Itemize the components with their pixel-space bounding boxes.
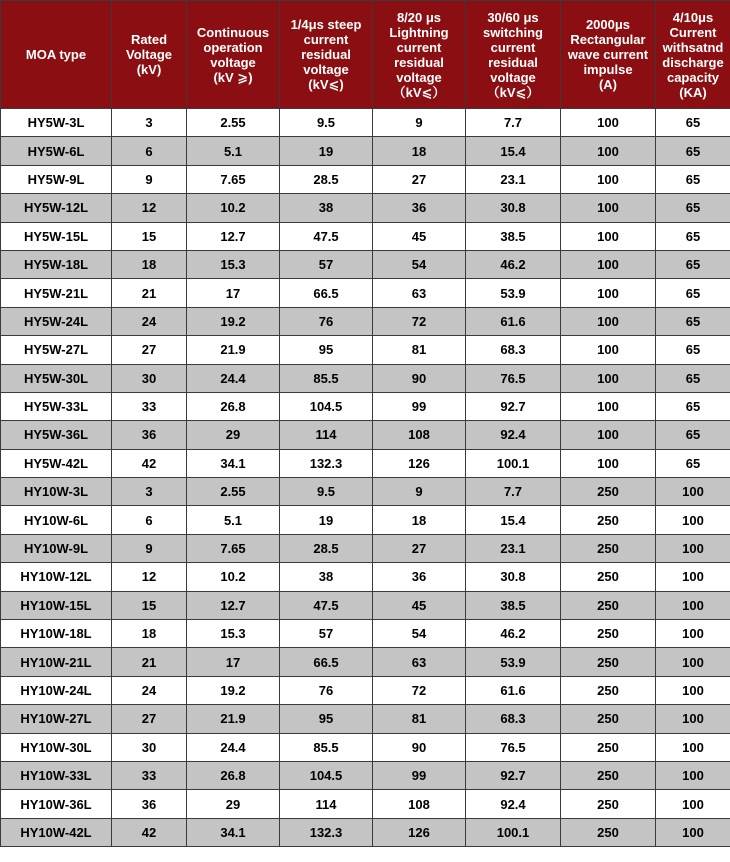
table-row — [1, 336, 730, 364]
cell-lightning-residual: 90 — [373, 733, 466, 761]
cell-continuous-voltage: 5.1 — [187, 506, 280, 534]
cell-withstand-capacity: 65 — [656, 336, 730, 364]
cell-rectangular-impulse: 250 — [561, 761, 656, 789]
cell-switching-residual: 61.6 — [466, 676, 561, 704]
cell-rectangular-impulse: 250 — [561, 620, 656, 648]
cell-switching-residual: 30.8 — [466, 563, 561, 591]
table-row — [1, 137, 730, 165]
table-row — [1, 165, 730, 193]
cell-rated-voltage: 3 — [112, 109, 187, 137]
cell-withstand-capacity: 65 — [656, 137, 730, 165]
cell-continuous-voltage: 29 — [187, 790, 280, 818]
cell-rated-voltage: 27 — [112, 336, 187, 364]
table-row — [1, 818, 730, 846]
cell-switching-residual: 76.5 — [466, 733, 561, 761]
table-body — [1, 109, 730, 847]
cell-withstand-capacity: 100 — [656, 563, 730, 591]
cell-steep-residual: 38 — [280, 563, 373, 591]
table-row — [1, 250, 730, 278]
cell-continuous-voltage: 10.2 — [187, 194, 280, 222]
cell-rated-voltage: 3 — [112, 478, 187, 506]
cell-moa-type: HY10W-3L — [1, 478, 112, 506]
cell-lightning-residual: 36 — [373, 563, 466, 591]
cell-lightning-residual: 99 — [373, 761, 466, 789]
cell-switching-residual: 100.1 — [466, 818, 561, 846]
cell-steep-residual: 85.5 — [280, 364, 373, 392]
cell-steep-residual: 104.5 — [280, 392, 373, 420]
cell-lightning-residual: 81 — [373, 336, 466, 364]
cell-switching-residual: 53.9 — [466, 648, 561, 676]
cell-switching-residual: 38.5 — [466, 591, 561, 619]
table-row — [1, 506, 730, 534]
cell-moa-type: HY5W-15L — [1, 222, 112, 250]
cell-moa-type: HY5W-27L — [1, 336, 112, 364]
cell-switching-residual: 92.4 — [466, 421, 561, 449]
cell-rectangular-impulse: 100 — [561, 222, 656, 250]
cell-moa-type: HY10W-21L — [1, 648, 112, 676]
cell-steep-residual: 57 — [280, 620, 373, 648]
cell-moa-type: HY10W-27L — [1, 705, 112, 733]
cell-lightning-residual: 108 — [373, 790, 466, 818]
header-continuous-voltage: Continuous operation voltage (kV ⩾) — [187, 1, 280, 109]
cell-withstand-capacity: 100 — [656, 818, 730, 846]
table-header-row — [1, 1, 730, 109]
cell-moa-type: HY10W-9L — [1, 534, 112, 562]
header-steep-current-residual: 1/4μs steep current residual voltage (kV⩽) — [280, 1, 373, 109]
cell-rated-voltage: 42 — [112, 818, 187, 846]
cell-switching-residual: 92.4 — [466, 790, 561, 818]
table-row — [1, 705, 730, 733]
table-row — [1, 676, 730, 704]
table-row — [1, 563, 730, 591]
table-row — [1, 109, 730, 137]
cell-switching-residual: 53.9 — [466, 279, 561, 307]
cell-rated-voltage: 42 — [112, 449, 187, 477]
cell-rated-voltage: 18 — [112, 250, 187, 278]
cell-rectangular-impulse: 100 — [561, 421, 656, 449]
cell-moa-type: HY5W-18L — [1, 250, 112, 278]
cell-switching-residual: 92.7 — [466, 392, 561, 420]
cell-continuous-voltage: 26.8 — [187, 392, 280, 420]
cell-continuous-voltage: 7.65 — [187, 534, 280, 562]
cell-moa-type: HY10W-42L — [1, 818, 112, 846]
cell-lightning-residual: 27 — [373, 534, 466, 562]
cell-rectangular-impulse: 100 — [561, 165, 656, 193]
cell-moa-type: HY10W-6L — [1, 506, 112, 534]
cell-moa-type: HY5W-33L — [1, 392, 112, 420]
cell-steep-residual: 85.5 — [280, 733, 373, 761]
cell-continuous-voltage: 7.65 — [187, 165, 280, 193]
cell-steep-residual: 9.5 — [280, 478, 373, 506]
header-switching-current-residual: 30/60 μs switching current residual voltage （kV⩽） — [466, 1, 561, 109]
table-row — [1, 307, 730, 335]
cell-lightning-residual: 90 — [373, 364, 466, 392]
table-row — [1, 733, 730, 761]
cell-moa-type: HY10W-12L — [1, 563, 112, 591]
cell-steep-residual: 47.5 — [280, 222, 373, 250]
cell-rectangular-impulse: 250 — [561, 563, 656, 591]
cell-withstand-capacity: 65 — [656, 165, 730, 193]
cell-rectangular-impulse: 100 — [561, 392, 656, 420]
cell-withstand-capacity: 65 — [656, 421, 730, 449]
table-row — [1, 364, 730, 392]
table-row — [1, 392, 730, 420]
cell-continuous-voltage: 19.2 — [187, 307, 280, 335]
cell-switching-residual: 76.5 — [466, 364, 561, 392]
cell-rectangular-impulse: 250 — [561, 591, 656, 619]
cell-rated-voltage: 36 — [112, 790, 187, 818]
cell-steep-residual: 114 — [280, 421, 373, 449]
table-row — [1, 279, 730, 307]
cell-switching-residual: 38.5 — [466, 222, 561, 250]
cell-rectangular-impulse: 100 — [561, 137, 656, 165]
cell-lightning-residual: 9 — [373, 478, 466, 506]
table-row — [1, 790, 730, 818]
cell-moa-type: HY10W-24L — [1, 676, 112, 704]
cell-steep-residual: 19 — [280, 506, 373, 534]
cell-switching-residual: 61.6 — [466, 307, 561, 335]
cell-steep-residual: 19 — [280, 137, 373, 165]
cell-switching-residual: 15.4 — [466, 137, 561, 165]
cell-steep-residual: 95 — [280, 705, 373, 733]
cell-rectangular-impulse: 250 — [561, 648, 656, 676]
cell-continuous-voltage: 29 — [187, 421, 280, 449]
cell-lightning-residual: 18 — [373, 137, 466, 165]
cell-withstand-capacity: 100 — [656, 733, 730, 761]
cell-lightning-residual: 72 — [373, 307, 466, 335]
cell-rated-voltage: 9 — [112, 534, 187, 562]
cell-rectangular-impulse: 250 — [561, 705, 656, 733]
cell-lightning-residual: 27 — [373, 165, 466, 193]
table-row — [1, 449, 730, 477]
cell-moa-type: HY5W-36L — [1, 421, 112, 449]
cell-continuous-voltage: 24.4 — [187, 364, 280, 392]
cell-rated-voltage: 18 — [112, 620, 187, 648]
cell-moa-type: HY5W-30L — [1, 364, 112, 392]
cell-rated-voltage: 6 — [112, 506, 187, 534]
table-row — [1, 478, 730, 506]
cell-steep-residual: 132.3 — [280, 818, 373, 846]
cell-switching-residual: 100.1 — [466, 449, 561, 477]
cell-rectangular-impulse: 250 — [561, 506, 656, 534]
cell-switching-residual: 7.7 — [466, 478, 561, 506]
cell-lightning-residual: 18 — [373, 506, 466, 534]
cell-rated-voltage: 12 — [112, 194, 187, 222]
cell-switching-residual: 92.7 — [466, 761, 561, 789]
cell-moa-type: HY5W-42L — [1, 449, 112, 477]
table-row — [1, 620, 730, 648]
cell-rated-voltage: 24 — [112, 676, 187, 704]
cell-rectangular-impulse: 100 — [561, 307, 656, 335]
cell-steep-residual: 66.5 — [280, 648, 373, 676]
cell-moa-type: HY10W-18L — [1, 620, 112, 648]
cell-continuous-voltage: 5.1 — [187, 137, 280, 165]
table-row — [1, 591, 730, 619]
cell-continuous-voltage: 10.2 — [187, 563, 280, 591]
cell-rated-voltage: 21 — [112, 648, 187, 676]
table-row — [1, 534, 730, 562]
cell-lightning-residual: 108 — [373, 421, 466, 449]
header-lightning-current-residual: 8/20 μs Lightning current residual voltage （kV⩽） — [373, 1, 466, 109]
header-moa-type: MOA type — [1, 1, 112, 109]
cell-continuous-voltage: 2.55 — [187, 109, 280, 137]
cell-steep-residual: 28.5 — [280, 534, 373, 562]
cell-switching-residual: 68.3 — [466, 705, 561, 733]
cell-continuous-voltage: 21.9 — [187, 336, 280, 364]
cell-rated-voltage: 33 — [112, 392, 187, 420]
cell-moa-type: HY5W-9L — [1, 165, 112, 193]
cell-continuous-voltage: 12.7 — [187, 222, 280, 250]
cell-lightning-residual: 126 — [373, 818, 466, 846]
cell-steep-residual: 114 — [280, 790, 373, 818]
cell-steep-residual: 132.3 — [280, 449, 373, 477]
cell-withstand-capacity: 65 — [656, 364, 730, 392]
cell-switching-residual: 23.1 — [466, 534, 561, 562]
cell-continuous-voltage: 17 — [187, 648, 280, 676]
cell-moa-type: HY10W-33L — [1, 761, 112, 789]
cell-switching-residual: 46.2 — [466, 250, 561, 278]
cell-rated-voltage: 36 — [112, 421, 187, 449]
cell-rated-voltage: 15 — [112, 222, 187, 250]
cell-rated-voltage: 15 — [112, 591, 187, 619]
cell-lightning-residual: 63 — [373, 279, 466, 307]
cell-steep-residual: 95 — [280, 336, 373, 364]
cell-lightning-residual: 72 — [373, 676, 466, 704]
cell-withstand-capacity: 100 — [656, 648, 730, 676]
cell-continuous-voltage: 15.3 — [187, 250, 280, 278]
header-withstand-capacity: 4/10μs Current withsatnd discharge capacity (KA) — [656, 1, 730, 109]
cell-rectangular-impulse: 100 — [561, 109, 656, 137]
cell-lightning-residual: 81 — [373, 705, 466, 733]
header-rated-voltage: Rated Voltage (kV) — [112, 1, 187, 109]
cell-rated-voltage: 33 — [112, 761, 187, 789]
cell-withstand-capacity: 65 — [656, 449, 730, 477]
cell-continuous-voltage: 34.1 — [187, 449, 280, 477]
table-row — [1, 222, 730, 250]
cell-withstand-capacity: 100 — [656, 591, 730, 619]
cell-moa-type: HY5W-6L — [1, 137, 112, 165]
cell-withstand-capacity: 100 — [656, 534, 730, 562]
cell-withstand-capacity: 65 — [656, 222, 730, 250]
cell-withstand-capacity: 65 — [656, 250, 730, 278]
cell-rated-voltage: 6 — [112, 137, 187, 165]
cell-steep-residual: 57 — [280, 250, 373, 278]
cell-moa-type: HY5W-12L — [1, 194, 112, 222]
cell-rated-voltage: 30 — [112, 733, 187, 761]
cell-steep-residual: 76 — [280, 307, 373, 335]
table-row — [1, 648, 730, 676]
cell-switching-residual: 30.8 — [466, 194, 561, 222]
cell-moa-type: HY5W-24L — [1, 307, 112, 335]
cell-withstand-capacity: 100 — [656, 478, 730, 506]
cell-withstand-capacity: 65 — [656, 194, 730, 222]
cell-moa-type: HY10W-36L — [1, 790, 112, 818]
cell-withstand-capacity: 65 — [656, 307, 730, 335]
cell-rectangular-impulse: 100 — [561, 194, 656, 222]
cell-rectangular-impulse: 250 — [561, 790, 656, 818]
cell-switching-residual: 7.7 — [466, 109, 561, 137]
cell-moa-type: HY10W-15L — [1, 591, 112, 619]
cell-steep-residual: 76 — [280, 676, 373, 704]
cell-lightning-residual: 45 — [373, 591, 466, 619]
cell-moa-type: HY5W-3L — [1, 109, 112, 137]
cell-rectangular-impulse: 100 — [561, 336, 656, 364]
cell-lightning-residual: 9 — [373, 109, 466, 137]
cell-continuous-voltage: 17 — [187, 279, 280, 307]
cell-continuous-voltage: 19.2 — [187, 676, 280, 704]
cell-withstand-capacity: 100 — [656, 676, 730, 704]
cell-withstand-capacity: 100 — [656, 761, 730, 789]
cell-withstand-capacity: 100 — [656, 620, 730, 648]
cell-rated-voltage: 24 — [112, 307, 187, 335]
cell-continuous-voltage: 12.7 — [187, 591, 280, 619]
cell-rectangular-impulse: 250 — [561, 733, 656, 761]
cell-rectangular-impulse: 250 — [561, 534, 656, 562]
cell-lightning-residual: 36 — [373, 194, 466, 222]
cell-rectangular-impulse: 250 — [561, 676, 656, 704]
cell-withstand-capacity: 100 — [656, 790, 730, 818]
cell-switching-residual: 46.2 — [466, 620, 561, 648]
cell-rectangular-impulse: 250 — [561, 478, 656, 506]
cell-rectangular-impulse: 100 — [561, 279, 656, 307]
cell-continuous-voltage: 2.55 — [187, 478, 280, 506]
cell-switching-residual: 23.1 — [466, 165, 561, 193]
cell-rated-voltage: 27 — [112, 705, 187, 733]
cell-steep-residual: 28.5 — [280, 165, 373, 193]
cell-rated-voltage: 12 — [112, 563, 187, 591]
cell-rectangular-impulse: 100 — [561, 449, 656, 477]
cell-continuous-voltage: 34.1 — [187, 818, 280, 846]
table-row — [1, 194, 730, 222]
cell-steep-residual: 9.5 — [280, 109, 373, 137]
cell-withstand-capacity: 65 — [656, 392, 730, 420]
cell-steep-residual: 38 — [280, 194, 373, 222]
cell-moa-type: HY10W-30L — [1, 733, 112, 761]
table-row — [1, 421, 730, 449]
cell-withstand-capacity: 100 — [656, 506, 730, 534]
cell-steep-residual: 66.5 — [280, 279, 373, 307]
cell-lightning-residual: 54 — [373, 620, 466, 648]
cell-continuous-voltage: 15.3 — [187, 620, 280, 648]
cell-continuous-voltage: 26.8 — [187, 761, 280, 789]
cell-lightning-residual: 63 — [373, 648, 466, 676]
cell-switching-residual: 68.3 — [466, 336, 561, 364]
cell-switching-residual: 15.4 — [466, 506, 561, 534]
cell-rated-voltage: 9 — [112, 165, 187, 193]
cell-lightning-residual: 99 — [373, 392, 466, 420]
cell-lightning-residual: 54 — [373, 250, 466, 278]
header-rectangular-wave-impulse: 2000μs Rectangular wave current impulse (A) — [561, 1, 656, 109]
cell-rated-voltage: 21 — [112, 279, 187, 307]
cell-steep-residual: 47.5 — [280, 591, 373, 619]
cell-withstand-capacity: 100 — [656, 705, 730, 733]
cell-rectangular-impulse: 100 — [561, 364, 656, 392]
cell-lightning-residual: 126 — [373, 449, 466, 477]
cell-continuous-voltage: 21.9 — [187, 705, 280, 733]
cell-rated-voltage: 30 — [112, 364, 187, 392]
cell-continuous-voltage: 24.4 — [187, 733, 280, 761]
cell-moa-type: HY5W-21L — [1, 279, 112, 307]
cell-lightning-residual: 45 — [373, 222, 466, 250]
cell-withstand-capacity: 65 — [656, 109, 730, 137]
table-row — [1, 761, 730, 789]
cell-steep-residual: 104.5 — [280, 761, 373, 789]
cell-withstand-capacity: 65 — [656, 279, 730, 307]
cell-rectangular-impulse: 250 — [561, 818, 656, 846]
cell-rectangular-impulse: 100 — [561, 250, 656, 278]
